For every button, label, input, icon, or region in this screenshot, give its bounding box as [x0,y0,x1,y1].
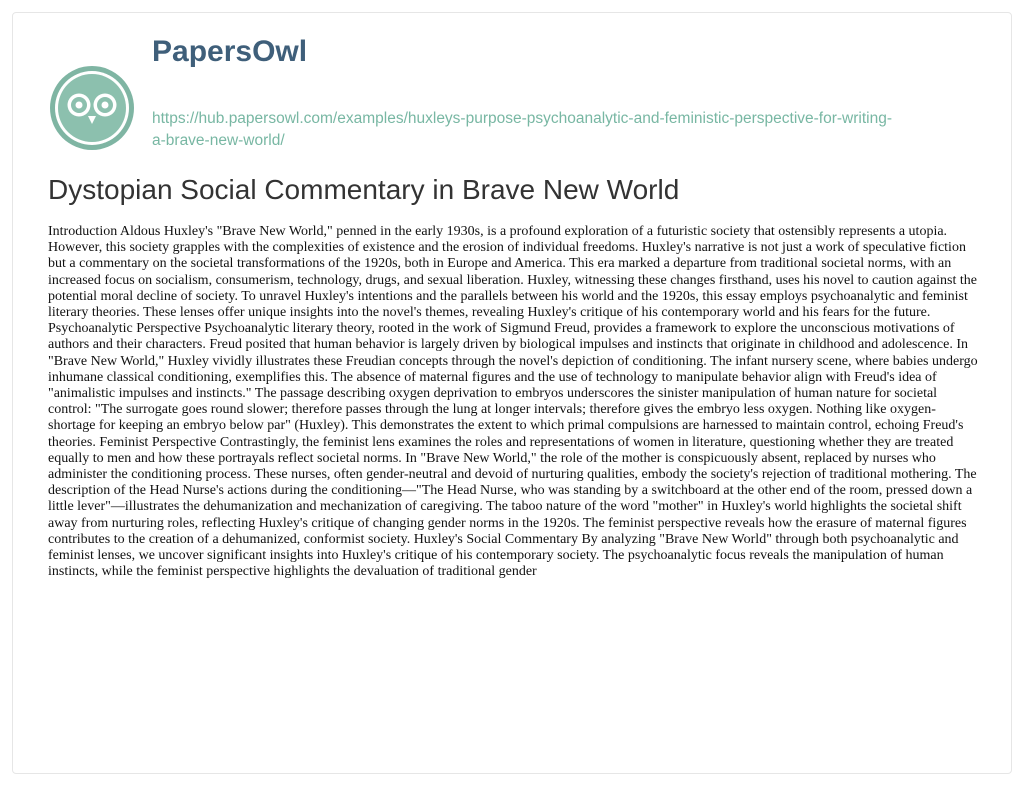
page-header [48,34,948,154]
source-url-link[interactable]: https://hub.papersowl.com/examples/huxleys-purpose-psychoanalytic-and-feministic-perspective-for-writing-a-brave-new-world/ [152,110,893,149]
brand-name: PapersOwl [152,35,308,68]
essay-body: Introduction Aldous Huxley's "Brave New World," penned in the early 1930s, is a profound exploration of a futuristic society that ostensibly represents a utopia. However, this society grapples with the complexities of existence and the erosion of individual freedoms. Huxley's narrative is not just a work of speculative fiction but a commentary on the societal transformations of the 1920s, both in Europe and America. This era marked a departure from traditional societal norms, with an increased focus on socialism, consumerism, technology, drugs, and sexual liberation. Huxley, witnessing these changes firsthand, uses his novel to caution against the potential moral decline of society. To unravel Huxley's intentions and the parallels between his world and the 1920s, this essay employs psychoanalytic and feminist literary theories. These lenses offer unique insights into the novel's themes, revealing Huxley's critique of his contemporary world and his fears for the future. Psychoanalytic Perspective Psychoanalytic literary theory, rooted in the work of Sigmund Freud, provides a framework to explore the unconscious motivations of authors and their characters. Freud posited that human behavior is largely driven by biological impulses and instincts that originate in childhood and adolescence. In "Brave New World," Huxley vividly illustrates these Freudian concepts through the novel's depiction of conditioning. The infant nursery scene, where babies undergo inhumane classical conditioning, exemplifies this. The absence of maternal figures and the use of technology to manipulate behavior align with Freud's idea of "animalistic impulses and instincts." The passage describing oxygen deprivation to embryos underscores the sinister manipulation of human nature for societal control: "The surrogate goes round slower; therefore passes through the lung at longer intervals; therefore gives the embryo less oxygen. Nothing like oxygen-shortage for keeping an embryo below par" (Huxley). This demonstrates the extent to which primal compulsions are harnessed to maintain control, echoing Freud's theories. Feminist Perspective Contrastingly, the feminist lens examines the roles and representations of women in literature, questioning whether they are treated equally to men and how these portrayals reflect societal norms. In "Brave New World," the role of the mother is conspicuously absent, replaced by nurses who administer the conditioning process. These nurses, often gender-neutral and devoid of nurturing qualities, embody the society's rejection of traditional mothering. The description of the Head Nurse's actions during the conditioning—"The Head Nurse, who was standing by a switchboard at the other end of the room, pressed down a little lever"—illustrates the dehumanization and mechanization of caregiving. The taboo nature of the word "mother" in Huxley's world highlights the societal shift away from nurturing roles, reflecting Huxley's critique of changing gender norms in the 1920s. The feminist perspective reveals how the erasure of maternal figures contributes to the creation of a dehumanized, conformist society. Huxley's Social Commentary By analyzing "Brave New World" through both psychoanalytic and feminist lenses, we uncover significant insights into Huxley's critique of his contemporary society. The psychoanalytic focus reveals the manipulation of human instincts, while the feminist perspective highlights the devaluation of traditional gender [48,224,978,580]
owl-logo-icon [48,64,136,152]
page-title: Dystopian Social Commentary in Brave New World [48,174,680,205]
